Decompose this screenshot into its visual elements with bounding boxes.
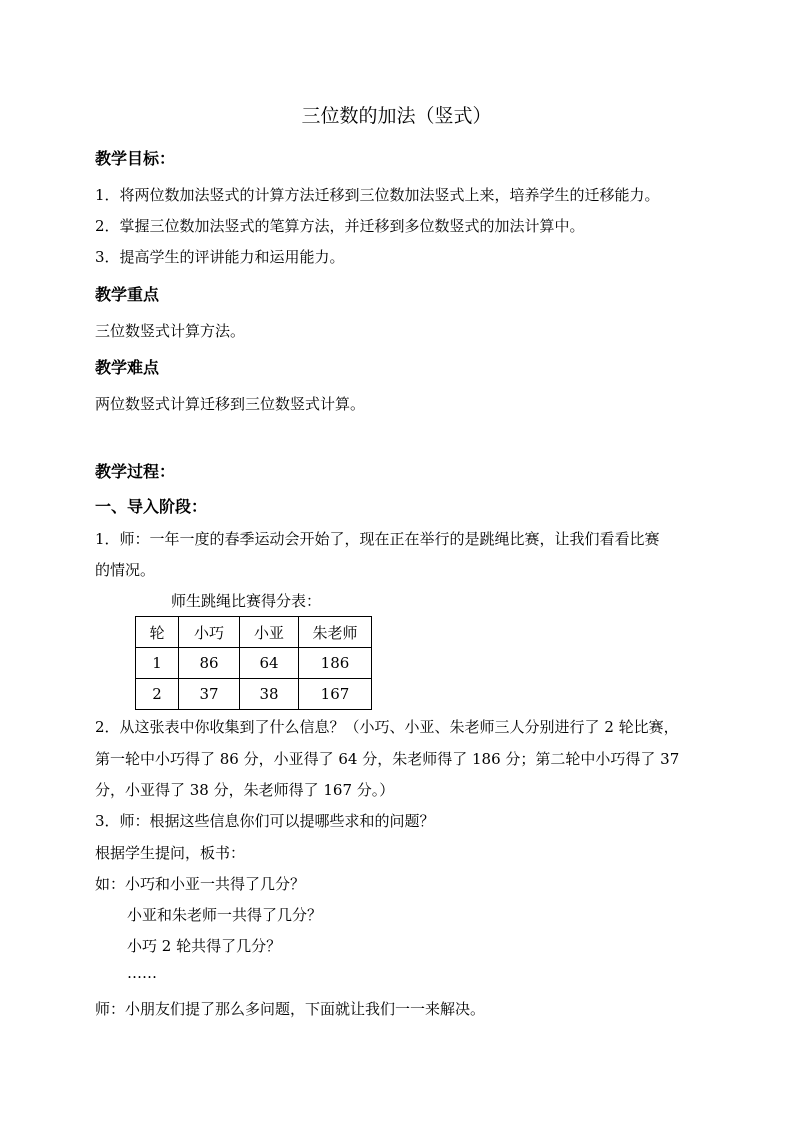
table-header-row — [136, 617, 372, 648]
question-3: 小巧 2 轮共得了几分？ — [127, 937, 282, 955]
table-cell: 38 — [240, 679, 299, 710]
closing-line: 师：小朋友们提了那么多问题，下面就让我们一一来解决。 — [95, 1000, 486, 1018]
table-cell: 1 — [136, 648, 179, 679]
table-cell: 186 — [299, 648, 372, 679]
paragraph-1-line-2: 的情况。 — [95, 561, 156, 579]
objectives-heading: 教学目标： — [95, 149, 176, 168]
question-1: 如：小巧和小亚一共得了几分？ — [95, 875, 306, 893]
table-header-cell: 轮 — [136, 617, 179, 648]
paragraph-2-line-2: 第一轮中小巧得了 86 分，小亚得了 64 分，朱老师得了 186 分；第二轮中小巧得了 37 — [95, 750, 680, 768]
table-row — [136, 679, 372, 710]
ellipsis: …… — [127, 964, 157, 982]
score-table — [135, 616, 372, 710]
objective-item-3: 3．提高学生的评讲能力和运用能力。 — [95, 248, 345, 266]
table-cell: 86 — [179, 648, 240, 679]
table-cell: 37 — [179, 679, 240, 710]
stage-heading: 一、导入阶段： — [95, 497, 208, 516]
paragraph-2-line-3: 分，小亚得了 38 分，朱老师得了 167 分。） — [95, 781, 395, 799]
table-cell: 2 — [136, 679, 179, 710]
table-header-cell: 朱老师 — [299, 617, 372, 648]
key-point-text: 三位数竖式计算方法。 — [95, 322, 246, 340]
objective-item-2: 2．掌握三位数加法竖式的笔算方法，并迁移到多位数竖式的加法计算中。 — [95, 217, 585, 235]
table-header-cell: 小亚 — [240, 617, 299, 648]
paragraph-3: 3．师：根据这些信息你们可以提哪些求和的问题？ — [95, 812, 435, 830]
question-2: 小亚和朱老师一共得了几分？ — [127, 906, 323, 924]
table-cell: 64 — [240, 648, 299, 679]
table-row — [136, 648, 372, 679]
table-header-cell: 小巧 — [179, 617, 240, 648]
page-title: 三位数的加法（竖式） — [301, 105, 492, 127]
table-caption: 师生跳绳比赛得分表： — [171, 592, 322, 610]
key-point-heading: 教学重点 — [95, 285, 160, 304]
difficulty-heading: 教学难点 — [95, 358, 160, 377]
process-heading: 教学过程： — [95, 462, 176, 481]
table-cell: 167 — [299, 679, 372, 710]
difficulty-text: 两位数竖式计算迁移到三位数竖式计算。 — [95, 395, 366, 413]
paragraph-1-line-1: 1．师：一年一度的春季运动会开始了，现在正在举行的是跳绳比赛，让我们看看比赛 — [95, 530, 660, 548]
paragraph-4: 根据学生提问，板书： — [95, 844, 246, 862]
paragraph-2-line-1: 2．从这张表中你收集到了什么信息？（小巧、小亚、朱老师三人分别进行了 2 轮比赛， — [95, 718, 679, 736]
objective-item-1: 1．将两位数加法竖式的计算方法迁移到三位数加法竖式上来，培养学生的迁移能力。 — [95, 186, 660, 204]
